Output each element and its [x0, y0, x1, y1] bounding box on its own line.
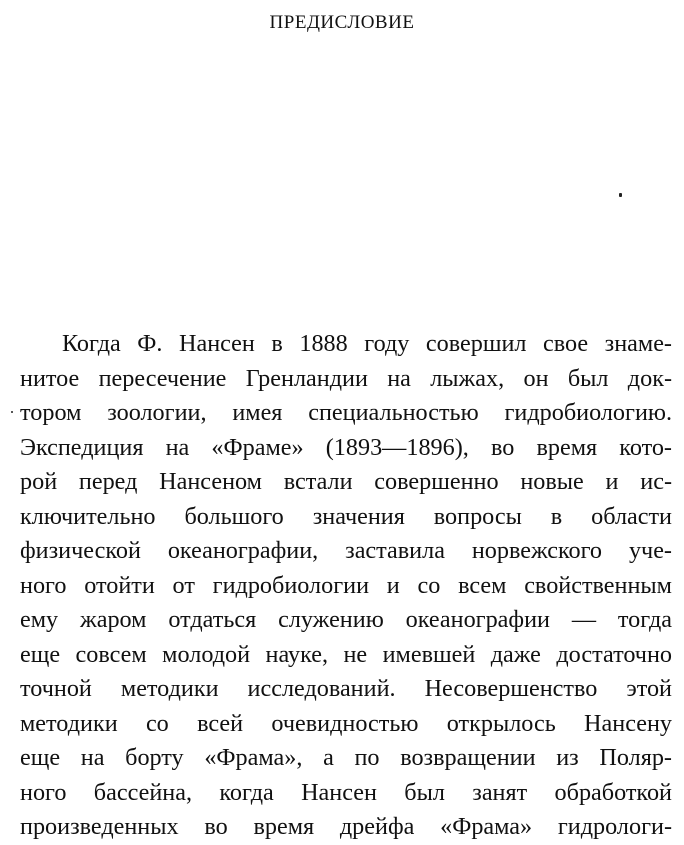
page-title: ПРЕДИСЛОВИЕ [269, 12, 415, 33]
text-line: ного бассейна, когда Нансен был занят обработкой [20, 778, 672, 806]
text-line: еще на борту «Фрама», а по возвращении из Поляр- [20, 744, 672, 771]
text-line: ему жаром отдаться служению океанографии — тогда [20, 606, 672, 633]
text-line: Экспедиция на «Фраме» (1893—1896), во время кото- [20, 433, 672, 461]
print-speck [619, 193, 622, 197]
text-line: Когда Ф. Нансен в 1888 году совершил свое знаме- [62, 330, 672, 357]
text-line: точной методики исследований. Несовершенство этой [20, 675, 672, 702]
text-line: рой перед Нансеном встали совершенно новые и ис- [20, 468, 672, 495]
print-speck [11, 411, 13, 413]
text-line: ного отойти от гидробиологии и со всем свойственным [20, 571, 672, 599]
body-paragraph [20, 327, 672, 845]
text-line: тором зоологии, имея специальностью гидробиологию. [20, 399, 672, 426]
text-line: еще совсем молодой науке, не имевшей даже достаточно [20, 640, 672, 668]
text-line: методики со всей очевидностью открылось Нансену [20, 709, 672, 737]
text-line: ключительно большого значения вопросы в области [20, 502, 672, 530]
text-line: нитое пересечение Гренландии на лыжах, он был док- [20, 364, 672, 392]
text-line: произведенных во время дрейфа «Фрама» гидрологи- [20, 813, 672, 840]
text-line: физической океанографии, заставила норвежского уче- [20, 537, 672, 564]
